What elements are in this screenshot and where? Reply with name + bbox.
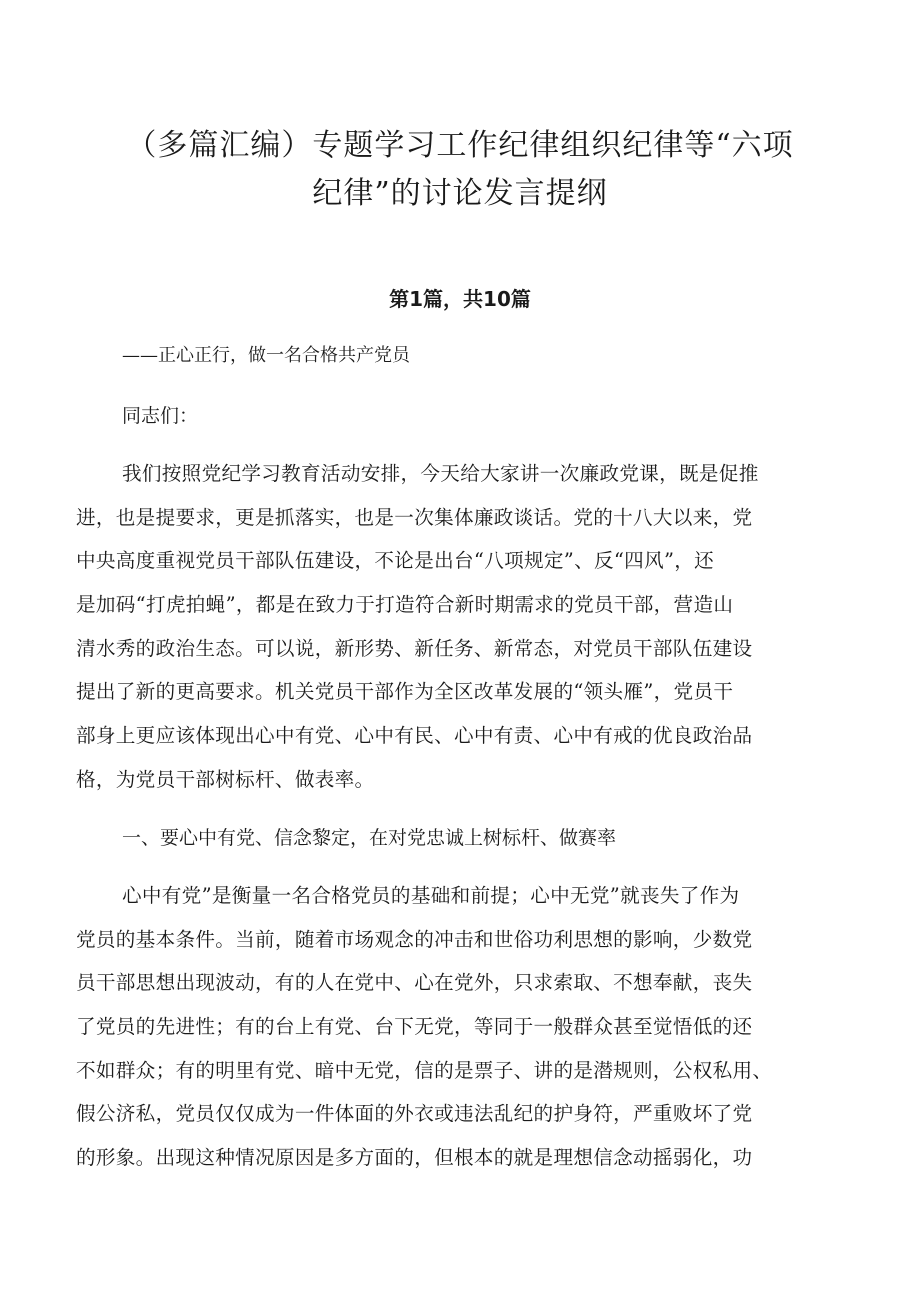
speech-subtitle: ——正心正行，做一名合格共产党员 xyxy=(122,345,410,366)
text-line: 提出了新的更高要求。机关党员干部作为全区改革发展的“领头雁”，党员干 xyxy=(76,680,734,704)
title-line: （多篇汇编）专题学习工作纪律组织纪律等“六项 xyxy=(126,128,794,163)
text-line: 部身上更应该体现出心中有党、心中有民、心中有责、心中有戒的优良政治品 xyxy=(76,724,753,748)
text-line: 清水秀的政治生态。可以说，新形势、新任务、新常态，对党员干部队伍建设 xyxy=(76,636,753,660)
section-heading-1: 一、要心中有党、信念黎定，在对党忠诚上树标杆、做赛率 xyxy=(122,827,617,849)
part-label: 第1篇，共10篇 xyxy=(389,287,531,311)
text-line: 心中有党”是衡量一名合格党员的基础和前提；心中无党”就丧失了作为 xyxy=(122,884,740,907)
text-line: 了党员的先进性；有的台上有党、台下无党，等同于一般群众甚至觉悟低的还 xyxy=(76,1015,753,1039)
paragraph-intro xyxy=(76,452,864,802)
title-line: 纪律”的讨论发言提纲 xyxy=(312,176,608,211)
text-line: 党员的基本条件。当前，随着市场观念的冲击和世俗功利思想的影响，少数党 xyxy=(76,927,753,951)
text-line: 中央高度重视党员干部队伍建设，不论是出台“八项规定”、反“四风”，还 xyxy=(76,549,715,573)
text-line: 假公济私，党员仅仅成为一件体面的外衣或违法乱纪的护身符，严重败坏了党 xyxy=(76,1102,753,1126)
text-line: 不如群众；有的明里有党、暗中无党，信的是票子、讲的是潜规则，公权私用、 xyxy=(76,1058,773,1082)
document-title xyxy=(100,122,820,218)
text-line: 进，也是提要求，更是抓落实，也是一次集体廉政谈话。党的十八大以来，党 xyxy=(76,505,753,529)
text-line: 我们按照党纪学习教育活动安排，今天给大家讲一次廉政党课，既是促推 xyxy=(122,462,759,485)
paragraph-section-1 xyxy=(76,874,864,1180)
text-line: 员干部思想出现波动，有的人在党中、心在党外，只求索取、不想奉献，丧失 xyxy=(76,971,753,995)
text-line: 是加码“打虎拍蝇”，都是在致力于打造符合新时期需求的党员干部，营造山 xyxy=(76,593,734,617)
text-line: 格，为党员干部树标杆、做表率。 xyxy=(76,767,375,791)
salutation: 同志们： xyxy=(122,405,199,427)
text-line: 的形象。出现这种情况原因是多方面的，但根本的就是理想信念动摇弱化，功 xyxy=(76,1146,753,1170)
